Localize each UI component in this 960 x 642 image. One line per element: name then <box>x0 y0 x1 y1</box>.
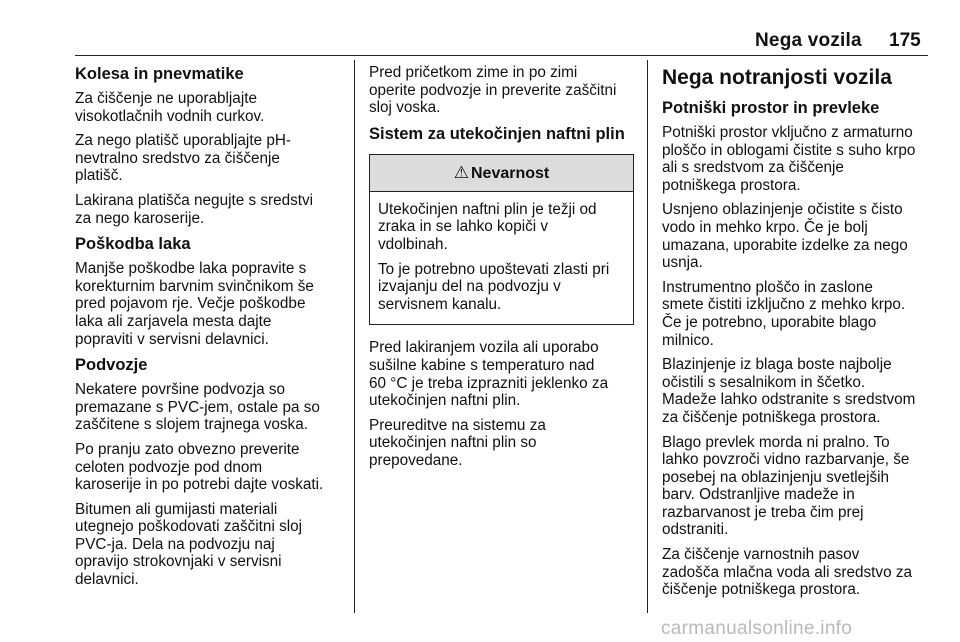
paragraph: Lakirana platišča negujte s sredstvi za nego karoserije. <box>75 191 314 227</box>
paragraph: Blago prevlek morda ni pralno. To lahko povzroči vidno razbarvanje, še posebej na oblazinjenju svetlejših barv. Odstranljive madeže in razbarvanost je treba čim prej odstraniti. <box>662 433 910 539</box>
section-title-lpg-system: Sistem za utekočinjen naftni plin <box>369 124 625 143</box>
paragraph: Usnjeno oblazinjenje očistite s čisto vodo in mehko krpo. Če je bolj umazana, uporabite izdelke za nego usnja. <box>662 201 908 272</box>
subsection-title-interior-upholstery: Potniški prostor in prevleke <box>662 99 880 117</box>
section-title-wheels-tyres: Kolesa in pnevmatike <box>75 65 244 83</box>
paragraph: Manjše poškodbe laka popravite s korekturnim barvnim svinčnikom še pred pojavom rje. Večje poškodbe laka ali zarjavela mesta dajte popraviti v servisni delavnici. <box>75 260 314 348</box>
column-divider-right <box>647 60 648 613</box>
paragraph: Potniški prostor vključno z armaturno ploščo in oblogami čistite s suho krpo ali s sredstvom za čiščenje potniškega prostora. <box>662 124 916 194</box>
paragraph: Blazinjenje iz blaga boste najbolje očistili s sesalnikom in ščetko. Madeže lahko odstranite s sredstvom za čiščenje potniškega prostora. <box>662 356 916 426</box>
warning-triangle-icon: ⚠ <box>453 162 469 182</box>
column-divider-left <box>354 60 355 613</box>
paragraph: Instrumentno ploščo in zaslone smete čistiti izključno z mehko krpo. Če je potrebno, uporabite blago milnico. <box>662 278 906 349</box>
watermark: carmanualsonline.info <box>661 618 853 639</box>
warning-title: Nevarnost <box>471 164 550 182</box>
column-middle <box>369 64 634 477</box>
main-section-title-interior-care: Nega notranjosti vozila <box>662 66 892 89</box>
section-title-paint-damage: Poškodba laka <box>75 235 191 254</box>
paragraph: Za čiščenje varnostnih pasov zadošča mlačna voda ali sredstvo za čiščenje potniškega prostora. <box>662 546 912 599</box>
page-number: 175 <box>889 30 921 51</box>
warning-paragraph: To je potrebno upoštevati zlasti pri izvajanju del na podvozju v servisnem kanalu. <box>378 260 610 313</box>
paragraph: Za čiščenje ne uporabljajte visokotlačnih vodnih curkov. <box>75 90 265 125</box>
paragraph: Za nego platišč uporabljajte pH- nevtralno sredstvo za čiščenje platišč. <box>75 132 291 185</box>
warning-paragraph: Utekočinjen naftni plin je težji od zraka in se lahko kopiči v vdolbinah. <box>378 200 597 253</box>
section-title-underbody: Podvozje <box>75 356 148 375</box>
column-right <box>662 64 932 606</box>
paragraph: Bitumen ali gumijasti materiali utegnejo poškodovati zaščitni sloj PVC-ja. Dela na podvozju naj opravijo strokovnjaki v servisni delavnici. <box>75 500 303 589</box>
page-header-title: Nega vozila <box>755 30 862 51</box>
warning-header <box>370 155 633 192</box>
warning-body <box>370 192 633 325</box>
paragraph: Pred lakiranjem vozila ali uporabo sušilne kabine s temperaturo nad 60 °C je treba izprazniti jeklenko za utekočinjen naftni plin. <box>369 339 609 410</box>
paragraph: Po pranju zato obvezno preverite celoten podvozje pod dnom karoserije in po potrebi dajte voskati. <box>75 440 324 494</box>
danger-warning-box <box>369 154 634 326</box>
header-rule <box>75 55 928 56</box>
paragraph: Preureditve na sistemu za utekočinjen naftni plin so prepovedane. <box>369 416 546 469</box>
paragraph: Nekatere površine podvozja so premazane s PVC-jem, ostale pa so zaščitene s slojem trajnega voska. <box>75 381 320 434</box>
paragraph: Pred pričetkom zime in po zimi operite podvozje in preverite zaščitni sloj voska. <box>369 64 617 117</box>
column-left <box>75 64 351 596</box>
